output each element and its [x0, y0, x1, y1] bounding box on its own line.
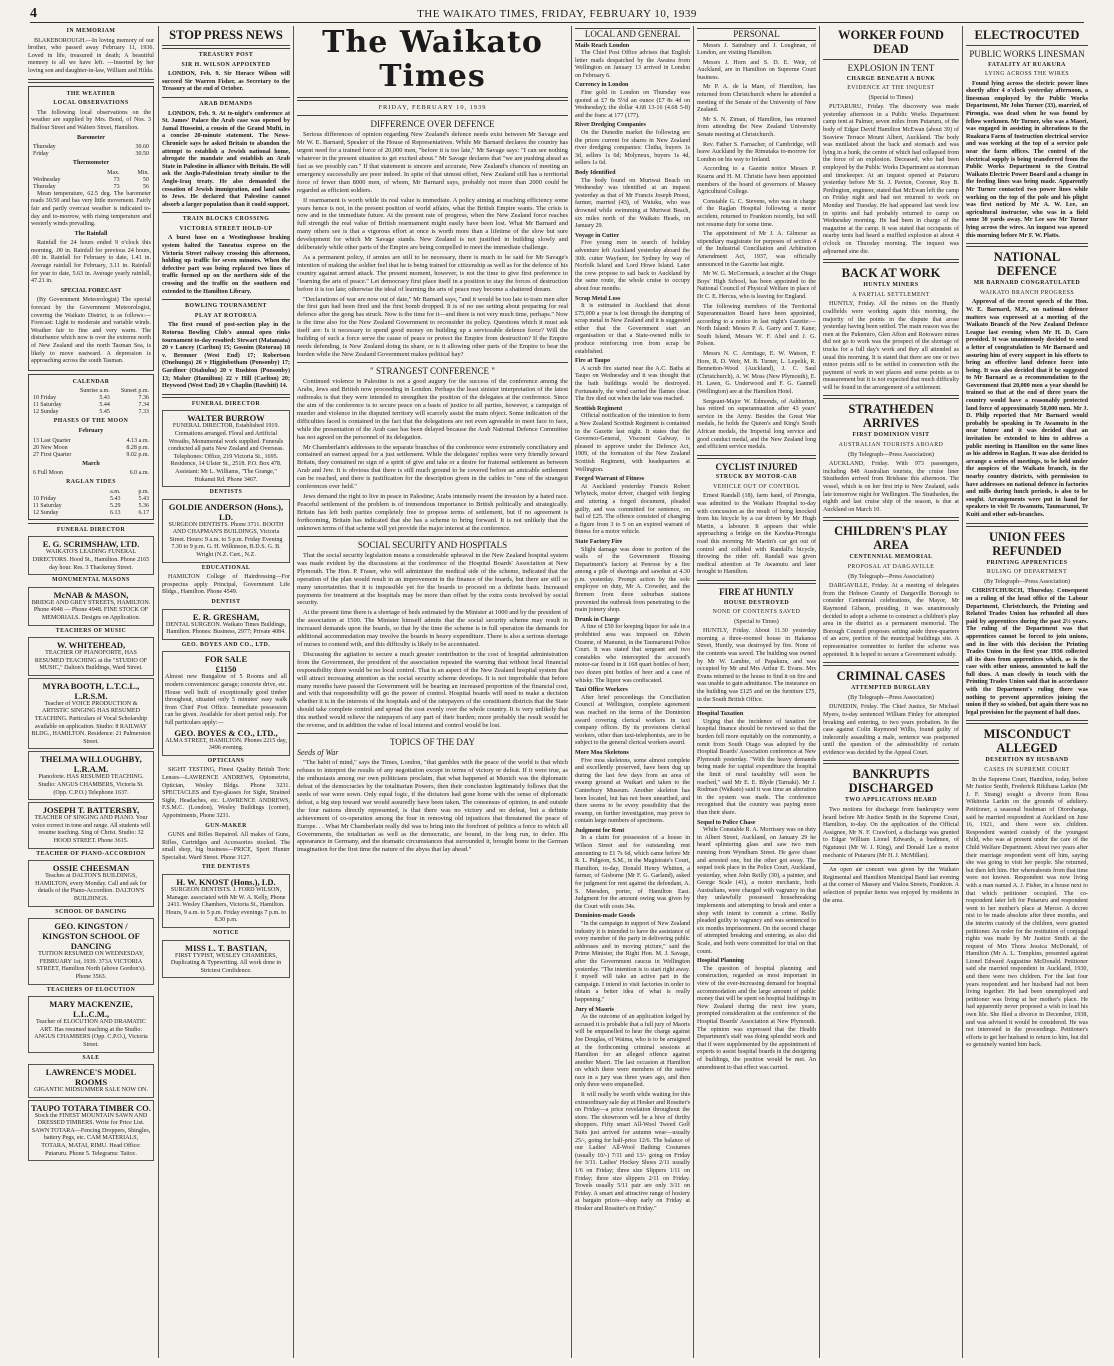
- section-heading: SCHOOL OF DANCING: [55, 908, 127, 915]
- section-heading: SALE: [82, 1054, 100, 1061]
- table-row: 10 Friday 5.43 5.43: [33, 495, 149, 502]
- raglan-tides-table: [31, 489, 151, 517]
- article-heading: UNION FEES REFUNDED: [988, 529, 1066, 558]
- divider: [966, 523, 1088, 527]
- weather-text: Mean temperature, 62.5 deg. The barometer reads 30.50 and has very little movement. Fairly fair and partly overcast weather is indicated to-day and to-morrow, with rising temperature and westerly winds prevailing.: [31, 190, 151, 228]
- section-heading: OPTICIANS: [207, 757, 245, 764]
- editorial-paragraph: That the social security legislation means a considerable upheaval in the New Zealand hospital system was made evident by the discussions at the conference of the Hospital Boards' Association at New Plymouth. The Hon. P. Fraser, who will administer the medical side of the scheme, indicated that the operation of the plan would result in an improvement in the finance of the boards, but there are still so many uncertainties that it is impossible yet for the boards to proceed on a definite basis. Increased payments for treatment at the hospitals may be more than offset by the extra costs involved by social security.: [297, 552, 568, 607]
- advertisement: FOR SALE £1150 Almost new Bungalow of 5 Rooms and all modern conveniences: garage; concrete drive, etc. House well built of exceptionally good timber throughout, situated only 5 minutes' easy walk from Chief Post Office. Immediate possession can be given. Available for short period only. For full particulars apply:— GEO. BOYES & CO., LTD., ALMA STREET, HAMILTON. Phones 2215 day, 3496 evening.: [162, 651, 290, 755]
- section-heading: THE DENTISTS: [201, 864, 251, 871]
- running-title: THE WAIKATO TIMES, FRIDAY, FEBRUARY 10, 1939: [417, 8, 697, 20]
- column-rule: [693, 26, 694, 1358]
- moon-table: [31, 438, 151, 459]
- divider: [297, 362, 568, 363]
- table-row: 11 Saturday 5.29 5.36: [33, 502, 149, 509]
- article-subheading: HUNTLY MINERS: [863, 282, 919, 289]
- advertisement: MYRA BOOTH, L.T.C.L., L.R.S.M. Teacher of VOICE PRODUCTION & ARTISTIC SINGING HAS RESUMED TEACHING. Particulars of Vocal Scholarship available on application. Studio: 8 RAILWAY BLDG., HAMILTON. Residence: 21 Palmerston Street.: [28, 678, 154, 750]
- column-rule: [158, 26, 159, 1358]
- advertisement: OSSIE CHEESMAN Teaches at DALTON'S BUILDINGS, HAMILTON, every Monday. Call and ask for details of the Piano-Accordion. DALTON'S BUILDINGS.: [28, 860, 154, 906]
- advertisement: JOSEPH T. BATTERSBY, TEACHER OF SINGING AND PIANO. Your voice correct in tone and range. All students will resume teaching. Sing of Christ. Studio: 32 HOOD STREET. Phone 3615.: [28, 802, 154, 848]
- article-heading: BOWLING TOURNAMENT: [185, 303, 267, 310]
- divider: [697, 580, 816, 584]
- article-text: Ernest Randall (18), farm hand, of Pirongia, was admitted to the Waikato Hospital to-day with concussion as the result of being knocked from his bicycle by a car driven by Mr Hugh Martin, a labourer. It appears that while approaching a bridge on the Kawhia-Pirongia road this morning Mr Martin's car got out of control and collided with Randall's bicycle, throwing the rider off. Randall was given medical attention at Te Awamutu and later brought to Hamilton.: [697, 493, 816, 576]
- list-item: Five young men in search of holiday adventure left Auckland yesterday aboard the 30ft. cutter Wayfarer, for Sydney by way of Norfolk Island and Lord Howe Island. Later the crew propose to sail back to Auckland by the same route, the whole cruise to occupy about four months.: [575, 240, 690, 292]
- article-subheading: RULING OF DEPARTMENT: [986, 569, 1068, 576]
- column-rule: [819, 26, 820, 1358]
- advertisement: GEO. KINGSTON / KINGSTON SCHOOL OF DANCING TUITION RESUMED ON WEDNESDAY, FEBRUARY 1st, 1939. 373A VICTORIA STREET, Hamilton North (above Gordon's). Phone 3563.: [28, 918, 154, 984]
- column-news-2: [966, 26, 1088, 1358]
- editorial-paragraph: Continued violence in Palestine is not a good augury for the success of the conference among the Arabs, Jews and British now proceeding in London. Perhaps the least sinister interpretation of the latest outbreaks is that they were intended to strengthen the position of the delegates at the conference. Since the aim of the conference is to secure peace on a basis of justice to all parties, however, a campaign of murder and violence in the disputed territory will scarcely assist the main object. Some indication of the difficulties faced is contained in the fact that the delegations are not even agreeable to meet face to face, while the presentation of the Arab case has been delayed because the Arab National Defence Committee has not agreed on the personnel of its delegation.: [297, 378, 568, 441]
- divider: [966, 243, 1088, 247]
- article-text: The question of hospital planning and construction, regarded as most important in view of the ever-increasing demand for hospital accommodation and the large amount of public money that will be spent on hospital buildings in New Zealand during the next few years, prompted consideration at the conference of the Hospital Boards' Association at New Plymouth. The opinion was expressed that the Health Department's staff was doing splendid work and that if were supplemented by the appointment of experts to assist hospital boards in the designing of buildings, the position would be met. An amendment to that effect was carried.: [697, 965, 816, 1071]
- article-text: An open air concert was given by the Waikato Regimental and Hamilton Municipal Band last evening at the corner of Massey and Vialou Streets, Frankton. A selection of popular items was enjoyed by residents in the area.: [823, 867, 959, 904]
- thermometer-table: [31, 170, 151, 191]
- table-header: Sunrise a.m. Sunset p.m.: [80, 388, 149, 395]
- article-heading: BANKRUPTS DISCHARGED: [848, 767, 934, 796]
- article-subheading: DESERTION BY HUSBAND: [985, 757, 1069, 764]
- table-row: 27 First Quarter 9.02 p.m.: [33, 451, 149, 458]
- item-heading: Forged Warrant of Fitness: [575, 476, 645, 483]
- divider: [823, 760, 959, 764]
- item-heading: Judgment for Rent: [575, 827, 625, 834]
- divider: [162, 212, 290, 213]
- article-subheading: ATTEMPTED BURGLARY: [851, 685, 931, 692]
- divider: [823, 395, 959, 399]
- advertisement: GUNS and Rifles Repaired. All makes of Guns, Rifles, Cartridges and Accessories stocked. The small shop, big business—PRICE, Sport Hunter Specialist. Ward Street. Phone 3127.: [162, 832, 290, 861]
- editorial-heading: TOPICS OF THE DAY: [389, 736, 476, 747]
- section-heading: EDUCATIONAL: [201, 564, 251, 571]
- list-item: Sergeant-Major W. Edmonds, of Ashburton, has retired on superannuation after 43 years' service in the Army. Besides the Great War medals, he holds the Queen's and King's South African medals, the Imperial long service and good conduct medal, and the New Zealand long and efficient service medals.: [697, 398, 816, 451]
- special-credit: (Special to Times): [734, 618, 779, 625]
- advertisement: THELMA WILLOUGHBY, L.R.A.M. Pianoforte. HAS RESUMED TEACHING. Studio: ANGUS CHAMBERS, Victoria St. (Opp. C.P.O.) Telephone 1637.: [28, 751, 154, 800]
- advertisement: MISS L. T. BASTIAN, FIRST TYPIST, WESLEY CHAMBERS, Duplicating & Typewriting. All work done in Strictest Confidence.: [162, 940, 290, 979]
- column-notices: [28, 26, 154, 1358]
- list-item: According to a Gazette notice Messrs P. Kearns and H. M. Christie have been appointed members of the board of governors of Massey Agricultural College.: [697, 166, 816, 196]
- dateline: FRIDAY, FEBRUARY 10, 1939: [378, 104, 487, 111]
- column-personal: [697, 26, 816, 1358]
- raglan-tides-heading: RAGLAN TIDES: [66, 479, 116, 486]
- item-heading: Scottish Regiment: [575, 405, 623, 412]
- advertisement: TAUPO TOTARA TIMBER CO. Stock the FINEST MOUNTAIN SAWN AND DRESSED TIMBERS. Write for Price List. SAWN TOTARA—Fencing Droppers, Shingles, battery Pegs, etc. CAM MATERIALS, TOTARA, MATAI, RIMU. Head Office: Putaruru. Phone 5. Telegrams: Taitoc.: [28, 1100, 154, 1162]
- list-item: Rev. Father S. Farnacher, of Cambridge, will leave Auckland by the Rimutaka to-morrow for London on his way to Ireland.: [697, 141, 816, 163]
- article-heading: MISCONDUCT ALLEGED: [983, 727, 1071, 756]
- section-heading: FUNERAL DIRECTOR: [56, 526, 126, 533]
- article-subheading: NONE OF CONTENTS SAVED: [712, 609, 801, 616]
- article-subheading: CHARGE BENEATH A BUNK: [846, 75, 936, 82]
- advertisement: E. R. GRESHAM, DENTAL SURGEON. Waikato Times Buildings, Hamilton. Phones: Business, 2977; Private 4084.: [162, 609, 290, 640]
- list-item: Messrs J. Sainsbury and J. Loughnan, of London, are visiting Hamilton.: [697, 42, 816, 57]
- article-text: The first round of post-section play in the Rotorua Bowling Club's annual open rinks tournament to-day resulted: Stewart (Matamata) 20 v Lancey (Carlton) 15; Gosnim (Rotorua) 18 v. Bremner (West End) 17; Robertson (Onehunga) 26 v Higginbotham (Ponsonby) 17; Gardiner (Otahuhu) 20 v Rushton (Ponsonby) 13; Maher (Hamilton) 22 v Hill (Carlton) 20; Heywood (West End) 20 v Chaplin (Rawhiti) 14.: [162, 322, 290, 390]
- list-item: "In the campaign in support of New Zealand industry it is intended to have the assistance of every member of the party in delivering public addresses and in moving picture," said the Prime Minister, the Right Hon. M. J. Savage, after the Government caucus in Wellington yesterday. "The intention is to start right away. I myself will take an active part in the campaign. I intend to visit factories in order to obtain a better idea of what is really happening.": [575, 921, 690, 1003]
- article-heading: TRAIN BLOCKS CROSSING: [182, 216, 270, 223]
- divider: [823, 863, 959, 864]
- article-subheading: PRINTING APPRENTICES: [986, 559, 1068, 566]
- personal-items-list: [697, 43, 816, 452]
- article-text: A burst hose on a Westinghouse braking system halted the Taneatua express on the Victoria Street railway crossing this afternoon, holding up traffic for seven minutes. When the defective part was being replaced two lines of traffic formed up on the northern side of the crossing and the traffic on the southern end extended to the Hamilton Library.: [162, 235, 290, 295]
- article-subheading: VICTORIA STREET HOLD-UP: [179, 225, 273, 232]
- newspaper-title: The Waikato Times: [322, 26, 543, 94]
- item-heading: More Moa Skeletons: [575, 749, 629, 756]
- divider: [966, 720, 1088, 724]
- item-heading: Body Identified: [575, 170, 616, 176]
- divider: [297, 733, 568, 734]
- list-item: Official notification of the intention to form a New Zealand Scottish Regiment is contained in the Gazette last night. It states that the Governor-General, Viscount Galway, is pleased to approve under the Defence Act, 1909, of the formation of the New Zealand Scottish Regiment, with headquarters at Wellington.: [575, 413, 690, 473]
- editorial-subheading: Seeds of War: [297, 748, 339, 758]
- article-heading: STRATHEDEN ARRIVES: [848, 402, 934, 431]
- moon-table: [31, 470, 151, 477]
- item-heading: Scrap Metal Loss: [575, 295, 621, 302]
- special-forecast-heading: SPECIAL FORECAST: [60, 287, 122, 294]
- item-heading: Currency in London: [575, 82, 629, 89]
- divider: [162, 97, 290, 98]
- list-item: Messrs J. Horn and S. D. E. Weir, of Auckland, are in Hamilton on Supreme Court business.: [697, 59, 816, 81]
- list-item: The appointment of Mr J. A. Gilmour as stipendiary magistrate for purposes of section 4 of the Industrial Conciliation and Arbitration Amendment Act, 1937, was officially announced in the Gazette last night.: [697, 231, 816, 268]
- section-heading: TEACHERS OF ELOCUTION: [46, 986, 136, 993]
- barometer-heading: Barometer: [77, 134, 105, 141]
- article-text: PUTARURU, Friday. The discovery was made yesterday afternoon in a Public Works Department camp tent at Palmer, seven miles from Putaruru, of the body of Edgar David Hamilton McEwan (about 39) of Seaview Terrace Mount Albert, Auckland. The body was mutilated about the back and stomach and was lying in a bunk, the centre of which had collapsed from the force of an explosion. Deceased, who had been employed by the Public Works Department as storeman and timekeeper. At an inquest opened at Putaruru yesterday before Mr St. J. Pavton, Coroner, Roy B. Penlington, engineer, stated that McEwan left the camp on Friday night and had not returned to work on Monday and Tuesday. He had appeared last week low in spirits and had probably returned to camp on Wednesday morning. He had been in charge of the magazine at the camp. It was stated that occupants of nearby tents had heard a muffled explosion at about 4 o'clock on Thursday morning. The inquest was adjourned sine die.: [823, 104, 959, 255]
- table-row: Wednesday 73 50: [33, 176, 149, 183]
- article-heading: ELECTROCUTED: [974, 28, 1080, 42]
- list-item: Mr S. N. Ziman, of Hamilton, has returned from attending the New Zealand University Senate meeting at Christchurch.: [697, 116, 816, 139]
- advertisement: WALTER BURROW FUNERAL DIRECTOR, Established 1919. Cremations arranged. Floral and Artificial Wreaths, Monumental work supplied. Funerals conducted all parts New Zealand and Overseas. Telephones: Office, 219 Victoria St., 1695. Residence, 14 Ulster St., 2518. P.O. Box 478. Assistant: Mr L. Williams, "The Grange," Hukanui Rd. Phone 3467.: [162, 410, 290, 487]
- press-credit: (By Telegraph—Press Association): [848, 573, 934, 580]
- list-item: On the Dunedin market the following are the prices current for shares in New Zealand river dredging companies: Clutha, buyers 1s 3d, sellers 1s 6d; Molyneux, buyers 1s 4d, sellers 1s 6d.: [575, 130, 690, 167]
- list-item: The following members of the Territorial Superannuation Board have been appointed, according to a notice in last night's Gazette:—North Island: Messrs P. A. Garry and T. Kane; South Island, Messrs W. F. Abel and J. G. Polson.: [697, 303, 816, 348]
- calendar-table: [31, 388, 151, 416]
- list-item: It will really be worth while waiting for this extraordinary sale day at Hosker and Rossiter's on Friday—a price revelation throughout the store. The showroom will be a hive of thrifty shoppers. Fifty smart All-Wool Tweed Golf Suits just arrived for autumn wear—usually 25/-, going for half-price 12/6. The balance of our Ladies' All-Wool Bathing Costumes (usually 10/-) 7/11 and 13/- going on Friday for 3/11. Ladies' Hockey Shoes 2/11 usually 1/6 on Friday; three size Slippers 1/11 on Friday; three size slippers 2/11 on Friday. Towels usually 5/11 pair are only 3/11 on Friday. A smart and attractive range of hosiery at bargain prices—shop early on Friday at Hosker and Rossiter's on Friday.": [575, 1092, 690, 1212]
- article-text: Found lying across the electric power lines shortly after 4 o'clock yesterday afternoon, a linesman employed by the Public Works Department, Mr John Turner (33), married, of Pirongia, was dead when he was found by fellow workmen. Mr Turner, who was a Maori, was engaged in assisting in alterations to the Ruakura Farm of Instruction electrical service and was working at the top of a service pole near the farm offices. The control of the electrical supply is being transferred from the Public Works Department to the Central Waikato Electric Power Board and a change in the feeding lines was being made. Apparently Mr Turner contacted two power lines while working on the top of the pole and his plight was first noticed by Mr A. W. Lee, an agricultural instructor, who was in a field some 30 yards away. Mr Lee saw Mr Turner lying across the wires. An inquest was opened this morning before Mr F. W. Platts.: [966, 80, 1088, 239]
- advertisement: GOLDIE ANDERSON (Hons.), LD. SURGEON DENTISTS. Phone 3711. BOOTH AND CHAPMAN'S BUILDINGS, Victoria Street. Hours: 9 a.m. to 5 p.m. Friday Evening 7.30 to 9 p.m. G. H. Wilkinson, B.D.S. G. B. Wright (N.Z. Cert., N.Z.: [162, 499, 290, 563]
- item-heading: River Dredging Companies: [575, 122, 646, 129]
- column-stop-press: [162, 26, 290, 1358]
- section-heading: GEO. BOYES AND CO., LTD.: [181, 641, 271, 648]
- list-item: A fine of £50 for keeping liquor for sale in a prohibited area was imposed on Edwin Ozanne, of Manunui, in the Taumarunui Police Court. It was stated that sergeant and two constables who intercepted the accused's motor-car found in it 168 quart bottles of beer, two dozen pint bottles of beer and a case of whisky. The liquor was confiscated.: [575, 624, 690, 684]
- article-subheading: MR BARNARD CONGRATULATED: [973, 280, 1081, 287]
- table-header: a.m. p.m.: [110, 488, 149, 495]
- article-heading: FIRE AT HUNTLY: [719, 587, 794, 597]
- advertisement: HAMILTON College of Hairdressing—For prospectus apply Principal, Government Life Bldgs., Hamilton. Phone 4549.: [162, 574, 290, 596]
- divider: [823, 59, 959, 60]
- editorial-heading: DIFFERENCE OVER DEFENCE: [370, 118, 495, 129]
- article-text: Approval of the recent speech of the Hon. W. E. Barnard, M.P., on national defence matters was expressed at a meeting of the Waikato Branch of the New Zealand Defence League last evening when Mr H. D. Caro presided. It was unanimously decided to send a letter of congratulation to Mr Barnard and assuring him of every support in his efforts to bring an effective land defence force into being. It was also decided that it be suggested to Mr Barnard as a recommendation to the Government that 20,000 men a year should be trained so that at the end of three years the country would have a reasonably protected land force of approximately 50,000 men. Mr J. D. Philp reported that Mr Barnard would probably be speaking in Te Awamutu in the near future and it was decided that an invitation be extended to him to address a public meeting in Hamilton on the same lines as his address in Raglan. It was also decided to arrange a series of meetings, to be held under the auspices of the Waikato branch, in the nearby country districts, with permission to have addresses on national defence in factories and mills during lunch periods, is also to be sought. Arrangements were put in hand for speakers to visit Te Awamutu, Taumarunui, Te Kuiti and other sub-branches.: [966, 299, 1088, 518]
- list-item: Messrs N. C. Armitage, E. W. Watson, F. Hore, R. D. Weir, M. B. Turner, L. Lepelik, R. Bennetton-Wood (Auckland), J. C. Saul (Christchurch), A. W. Moss (New Plymouth), E. H. Lawn, G. Underwood and F. G. Gannell (Wellington) are at the Hamilton Hotel.: [697, 351, 816, 396]
- item-heading: Mails Reach London: [575, 42, 630, 49]
- column-rule: [962, 26, 963, 1358]
- advertisement: SIGHT TESTING, Finest Quality British Toric Lenses—LAWRENCE ANDREWS, Optometrist, Optician, Wesley Bldgs. Phone 3231. SPECTACLES and Eye-glasses for Sight, Strained Sight, Headaches, etc. LAWRENCE ANDREWS, F.S.M.C. (London), Wesley Buildings (corner), Appointments, Phone 3231.: [162, 767, 290, 819]
- list-item: It is estimated in Auckland that about £75,000 a year is lost through the dumping of scrap metal in New Zealand and it is suggested either that the Government start an organisation or that a State-owned mills to produce reinforcing iron from scrap be established.: [575, 303, 690, 355]
- editorial-heading: " STRANGEST CONFERENCE ": [370, 365, 495, 376]
- page-number: 4: [30, 6, 37, 21]
- list-item: In a claim for possession of a house in Wilson Street and for outstanding rent amounting to £1 7s 6d, which came before Mr R. L. Pidgeon, S.M., in the Magistrate's Court, Hamilton, to-day, Donald Henry Whitten, a farmer, of Gisborne (Mr F. G. Garland), asked for judgment for rent against the defendant, A. S. Meesden, porter, of Hamilton East. Judgment for the amount owing was given by the Court with costs 34s.: [575, 835, 690, 910]
- divider: [162, 299, 290, 300]
- article-heading: WORKER FOUND DEAD: [838, 28, 944, 56]
- item-heading: State Factory Fire: [575, 538, 623, 545]
- special-forecast-text: (By Government Meteorologist) The special forecast by the Government Meteorologist, covering the Waikato District, is as follows:— Forecast: Light to moderate and variable winds. Weather fair to fine and very warm. The disturbance which now is over the extreme north of New Zealand and the north Tasman Sea, is likely to move eastward. A depression is approaching across the south Tasman.: [31, 297, 151, 365]
- article-subheading: PLAY AT ROTORUA: [194, 312, 258, 319]
- article-subheading: PUBLIC WORKS LINESMAN: [969, 49, 1085, 59]
- editorial-paragraph: As a permanent policy, if armies are still to be necessary, there is much to be said for Mr Savage's intention of making the soldier feel that he is being trained for citizenship as well as for the defence of his country against armed attack. The present moment, however, is not the time to give first preference to "learning the arts of peace." Let democracy first place itself in a position to stay the forces of destruction before it is too late; otherwise the ideal of learning the arts of peace may become a shattered dream.: [297, 254, 568, 293]
- section-heading: DENTIST: [211, 599, 241, 606]
- divider: [297, 115, 568, 116]
- article-heading: BACK AT WORK: [841, 266, 941, 281]
- column-local-general: [575, 26, 690, 1358]
- table-row: Thursday 30.60: [33, 144, 149, 151]
- list-item: At Auckland yesterday Francis Robert Whyteck, motor driver, charged with forging and uttering a forged document, pleaded guilty, and was committed for sentence, on bail of £25. The offence consisted of changing a figure from 3 to 5 on an expired warrant of fitness for a motor vehicle.: [575, 483, 690, 536]
- press-credit: (By Telegraph—Press Association): [848, 694, 934, 701]
- list-item: Mr P. A. de la Mare, of Hamilton, has returned from Christchurch where he attended a meeting of the Senate of the University of New Zealand.: [697, 84, 816, 114]
- article-text: LONDON, Feb. 9. Sir Horace Wilson will succeed Sir Warren Fisher, as Secretary to the Treasury at the end of October.: [162, 71, 290, 93]
- advertisement: McNAB & MASON, BRIDGE AND GREY STREETS, HAMILTON. Phone 4948 — Phone 4948. FINE STOCK OF MEMORIALS. Designs on Application.: [28, 587, 154, 626]
- section-heading: MONUMENTAL MASONS: [52, 577, 130, 584]
- divider: [966, 45, 1088, 46]
- article-subheading: HOUSE DESTROYED: [723, 599, 790, 606]
- memoriam-notice: BLAKEBOROUGH.—In loving memory of our brother, who passed away February 11, 1936. Loved in life, treasured in death; A beautiful memory is all we have left. —Inserted by her loving son and daughter-in-law, William and Hilda.: [28, 37, 154, 74]
- press-credit: (By Telegraph—Press Association): [984, 578, 1070, 585]
- article-text: Urging that the incidence of taxation for hospital finance should be reviewed so that the burden fell more equitably on the community, a remit from South Otago was adopted by the Hospital Boards' Association conference at New Plymouth yesterday. "With the heavy demands being made for capital expenditure the hospital the limit of rural taxability will soon be reached," said Mr E. E. Blyde (Tarnaki). Mr J. Rodman (Waikato) said it was time an alteration in the system was made. The conference recognised that the country was paying more than their share.: [697, 718, 816, 816]
- table-row: 12 Sunday 5.45 7.33: [33, 409, 149, 416]
- article-text: DUNEDIN, Friday. The Chief Justice, Sir Michael Myers, to-day sentenced William Finley for attempted breaking and entering, to two years probation. In the case against Colin Raymond Willis, found guilty of indecently assaulting a male, sentence was postponed until the question of the admissibility of certain evidence was decided by the Appeal Court.: [823, 704, 959, 756]
- article-text: In the Supreme Court, Hamilton, today, before Mr Justice Smith, Frederick Rikihana Larkin (Mr J. F. Strang) sought a divorce from Rosa Wikitoria Larkin on the grounds of adultery. Petitioner, a seasonal bushman of Otorohanga, said he married respondent at Auckland on June 16, 1921, and there were six children. Respondent wanted custody of the youngest child, who was at present under the care of the Child Welfare Department. About two years after their marriage respondent went off him, saying she was going to visit her people. She returned, but then left him. Her whereabouts from that time were not known. Respondent was now living with a man named A. J. Fisher, in a house next to that which petitioner occupied. The co-respondent later left for Putaruru and respondent went to her mother's place at Mercer. A decree nisi to be made absolute after three months, and the interim custody of the children, were granted petitioner. An order for the restitution of conjugal rights was made by Mr Justice Smith at the request of Mrs Thora Jessica McDonald, of Hamilton (Mr A. L. Tompkins, presented against Lionel Edward Augustine McDonald. Petitioner said she married respondent in Auckland, 1930, and there were two children. For the last four years respondent and her husband had not been living together. He had been unemployed and petitioner was living at her mother's place. He had apparently never proposed a wish to lead his own life. She filed a divorce in December, 1938, and was advised it would be considered. He was not interested in the proceedings. Petitioner's efforts to get her husband to return to him, but did so genuinely wanted him back.: [966, 776, 1088, 1049]
- local-observations-heading: LOCAL OBSERVATIONS: [53, 100, 129, 107]
- section-heading: FUNERAL DIRECTOR: [191, 400, 261, 407]
- article-text: HUNTLY, Friday. About 11.30 yesterday morning a three-roomed house in Hakanoa Street, Huntly, was destroyed by fire. None of the contents was saved. The building was owned by Mr W. Lambie, of Papakura, and was occupied by Mr and Mrs Arthur E. Evans. Mrs Evans returned to the house to find it on fire and was unable to gain admittance. The insurance on the building was £125 and on the furniture £75, in the South British Office.: [697, 628, 816, 703]
- list-item: Mr W. G. McCormack, a teacher at the Otago Boys' High School, has been appointed to the National Council of Physical Welfare in place of Dr C. E. Hercus, who is leaving for England.: [697, 271, 816, 300]
- thermometer-heading: Thermometer: [72, 160, 110, 167]
- rainfall-text: Rainfall for 24 hours ended 9 o'clock this morning, .00 in. Rainfall for previous 24 hours, .00 in. Rainfall for February to date, 1.41 in. Average rainfall for February, 3.11 in. Rainfall for year to date, 5.63 in. Average yearly rainfall, 47.21 in.: [31, 240, 151, 285]
- article-subheading: LYING ACROSS THE WIRES: [984, 71, 1070, 78]
- item-heading: Jury of Maoris: [575, 1006, 614, 1013]
- article-text: LONDON, Feb. 9. At to-night's conference at St. James' Palace the Arab case was opened by Jamal Husseini, a cousin of the Grand Mufti, in a concise 20-minute statement. The News-Chronicle says he asked Britain to abandon the attempt to establish a Jewish national home, abrogate the mandate and establish an Arab State in Palestine in alliance with Britain. He will ask the Anglo-Palestinian treaty similar to the Anglo-Iraq treaty. He also demanded the cessation of Jewish immigration, and land sales to Jews. He declared that Palestine cannot absorb a larger population than it could support.: [162, 110, 290, 208]
- divider: [28, 79, 154, 83]
- column-editorial: [297, 26, 568, 1358]
- weather-heading: THE WEATHER: [66, 90, 116, 97]
- section-heading: GUN-MAKER: [205, 822, 247, 829]
- article-text: AUCKLAND, Friday. With 973 passengers, including 848 Australian tourists, the cruise liner Stratheden arrived from Brisbane this afternoon. The vessel, which is on her first trip to New Zealand, sails late tomorrow night for Wellington. The Stratheden, the eighth and last cruise ship of the season, is due at Auckland on March 10.: [823, 461, 959, 513]
- list-item: Five moa skeletons, some almost complete and excellently preserved, have been dug up during the last few days from an area of swamp ground at Waikari and taken to the Canterbury Museum. Another skeleton has been located, but has not been unearthed, and there seems to be every possibility that the swamp, on further investigation, may prove to contain large numbers of specimens.: [575, 757, 690, 825]
- local-items-list: [575, 43, 690, 1214]
- calendar-box: [28, 374, 154, 520]
- section-heading: TEACHER OF PIANO-ACCORDION: [36, 850, 146, 857]
- table-row: Thursday 73 56: [33, 183, 149, 190]
- divider: [823, 662, 959, 666]
- table-row: 20 New Moon 8.28 p.m.: [33, 444, 149, 451]
- article-subheading: A PARTIAL SETTLEMENT: [852, 291, 930, 298]
- list-item: Fine gold in London on Thursday was quoted at £7 8s 5½d an ounce (£7 8s 4d on Wednesday); the dollar 4.68 13-16 (4.68 5-8) and the franc at 177 (177).: [575, 90, 690, 119]
- editorial-paragraph: Jews demand the right to live in peace in Palestine; Arabs intensely resent the invasion by a hated race. Peaceful settlement of the problem is of tremendous importance to British politically and strategically. Britain has left both parties completely free to propose terms of settlement, but if no agreement is forthcoming, Britain has indicated that she has a scheme to bring forward. It is not unlikely that the unknown terms of that scheme will yet provide the major interest at the conference.: [297, 492, 568, 532]
- table-row: 10 Friday 5.43 7.36: [33, 395, 149, 402]
- article-heading: CHILDREN'S PLAY AREA: [834, 524, 948, 553]
- table-row: 6 Full Moon 6.0 a.m.: [33, 470, 149, 477]
- advertisement: E. G. SCRIMSHAW, LTD. WAIKATO'S LEADING FUNERAL DIRECTORS. Hood St., Hamilton. Phone 2165 day hour. Res. 3 Thackeray Street.: [28, 536, 154, 575]
- item-heading: Voyage in Cutter: [575, 232, 620, 239]
- article-text: Two motions for discharge from bankruptcy were heard before Mr Justice Smith in the Supreme Court, Hamilton, to-day. On the application of the Official Assignee, Mr N. F. Crawford, a discharge was granted to Edgar William Lionel Edwards, a bushmen, of Ngutunui (Mr W. J. King), and Donald Lee a motor mechanic of Putaruru (Mr H. J. McMillan).: [823, 807, 959, 859]
- moon-heading: PHASES OF THE MOON: [53, 418, 129, 425]
- article-subheading: STRUCK BY MOTOR-CAR: [715, 474, 798, 481]
- divider: [823, 517, 959, 521]
- item-heading: Drunk in Charge: [575, 616, 620, 623]
- section-heading: DENTISTS: [209, 489, 243, 496]
- article-subheading: SIR H. WILSON APPOINTED: [181, 61, 271, 68]
- advertisement: W. WHITEHEAD, TEACHER OF PIANOFORTE, HAS RESUMED TEACHING at the "STUDIO OF MUSIC," Dalton's Buildings, Ward Street.: [28, 637, 154, 676]
- editorial-paragraph: Serious differences of opinion regarding New Zealand's defence needs exist between Mr Savage and Mr W. E. Barnard, Speaker of the House of Representatives. While Mr Barnard declares the country has urgent need for a trained force of 20,000 men, "before it is too late," Mr Savage says: "I can see nothing whatever in the present situation to get excited about." Mr Savage declares that "we are pushing ahead as fast as we possibly can." If that statement is sincere and accurate, New Zealand's chances of meeting an emergency successfully are poor indeed. In spite of that utmost effort, New Zealand still has a territorial force of fewer than 8000 men, of whom, Mr Barnard says, probably not more than 2000 could be regarded as efficient soldiers.: [297, 131, 568, 194]
- editorial-paragraph: Discussing the agitation to secure a much greater contribution to the cost of hospital administration from the Government, the president of the association repeated the warning that without local financial responsibility there would be no local control. That is an aspect of the New Zealand hospital system that will attract increasing attention as the social security scheme develops. It is not improbable that before many months have passed the Government will be bearing an increased proportion of the financial cost, and with that responsibility will go the power of control. Hospital boards will need to make a decision whether it is in the interests of the hospitals and of the ratepayers of the constituent districts that the State should take complete control and spread the cost evenly over the whole country. It is very unlikely that this method would relieve the ratepayers of any part of their burden; more probably the result would be the reverse, and in addition the value of local interest and control would be lost.: [297, 650, 568, 730]
- item-heading: Hospital Taxation: [697, 711, 744, 718]
- table-row: 11 Saturday 5.44 7.34: [33, 402, 149, 409]
- editorial-paragraph: If rearmament is worth while its real value is immediate. A policy aiming at reaching efficiency some years hence is not, in the present position of world affairs, what the British Empire wants. The crisis is now and in the immediate future. At the present rate of progress, when the New Zealand force reaches full strength the real value of British rearmament might easily have been lost. What Mr Barnard and many others see is that a vigorous effort at once is worth more than a lifetime of the slow but sure development for which Mr Savage stands. New Zealand is not justified in building slowly and deliberately while other parts of the Empire are being compelled to meet the immediate challenge.: [297, 196, 568, 252]
- editorial-paragraph: At the present time there is a shortage of beds estimated by the Minister at 1000 and by the president of the association at 1500. The Minister himself admits that the social security scheme may result in increased demands upon the boards, so that by the time the scheme is in full operation the demands for additional accommodation may involve the boards in heavy expenditure. There is also a serious shortage of nurses to contend with, and this difficulty is likely to be accentuated.: [297, 609, 568, 648]
- table-header: Max. Min.: [107, 169, 149, 176]
- barometer-table: [31, 144, 151, 158]
- column-rule: [293, 26, 294, 1358]
- press-credit: (By Telegraph—Press Association): [848, 451, 934, 458]
- moon-month: March: [82, 460, 100, 467]
- section-heading: IN MEMORIAM: [66, 28, 116, 34]
- divider: [162, 45, 290, 49]
- weather-box: [28, 86, 154, 371]
- item-heading: Dominion-made Goods: [575, 913, 636, 920]
- article-subheading: FATALITY AT RUAKURA: [988, 61, 1066, 68]
- article-subheading: PROPOSAL AT DARGAVILLE: [847, 564, 935, 570]
- article-heading: CYCLIST INJURED: [715, 461, 798, 472]
- item-heading: Taxi Office Workers: [575, 687, 628, 694]
- list-item: The body found on Muriwai Beach on Wednesday was identified at an inquest yesterday as that of Mr Francis Joseph Preest, farmer, married (43), of Waiuku, who was drowned while swimming at Muriwai Beach, six miles north of the Waikato Heads, on January 29.: [575, 177, 690, 230]
- table-row: Friday 30.50: [33, 151, 149, 158]
- list-item: The Chief Post Office advises that English letter mails despatched by the Awatea from Wellington on January 13 arrived in London on February 6.: [575, 50, 690, 79]
- table-row: 13 Last Quarter 4.13 a.m.: [33, 437, 149, 444]
- divider: [162, 394, 290, 398]
- divider: [297, 97, 568, 101]
- article-heading: NATIONAL DEFENCE: [993, 250, 1061, 279]
- item-heading: Fire at Taupo: [575, 358, 611, 365]
- list-item: Constable G. C. Stevens, who was in charge of the Raglan Hospital following a motor accident, returned to Frankton recently, but will not resume duty for some time.: [697, 198, 816, 228]
- article-subheading: EVIDENCE AT THE INQUEST: [847, 85, 935, 92]
- article-subheading: VEHICLE OUT OF CONTROL: [713, 483, 800, 490]
- editorial-paragraph: "Declarations of war are now out of date," Mr Barnard says, "and it would be too late to train men after the first gun had been fired and the first bomb dropped. It is of no use setting about preparing for real defence after the gong has struck. Now is the time for it—and there is not very much time, perhaps." Now is the time also for the New Zealand Government to reconsider its policy. Questions which it must ask itself are: Is it necessary to spend good money on building up a serviceable defence force? Will the building of such a force serve the cause of peace or protect the Empire from destruction? If the Empire needs defending, is New Zealand doing its share, or is it allowing other parts of the Empire to bear the burden while the New Zealand Government makes political hay?: [297, 295, 568, 358]
- column-news-1: [823, 26, 959, 1358]
- calendar-heading: CALENDAR: [72, 378, 110, 385]
- article-text: HUNTLY, Friday. All the mines on the Huntly coalfields were working again this morning, the majority of the points in the dispute that arose yesterday having been settled. The main reason was the men at the Pukemiro, Glen Afton and Rotowaro mines did not go to work was the prospect of the shortage of trucks for a full day's work and they all attended as usual this morning. It is stated that there are one or two minor points still to be settled in connection with the payment of work in wet places and some points as to measurement but it is not expected that much difficulty will be found in the arrangement of a settlement.: [823, 301, 959, 391]
- editorial-heading: SOCIAL SECURITY AND HOSPITALS: [357, 539, 508, 550]
- advertisement: MARY MACKENZIE, L.L.C.M., Teacher of ELOCUTION AND DRAMATIC ART. Has resumed teaching at the Studio: ANGUS CHAMBERS (Opp. C.P.O.), Victoria Street.: [28, 996, 154, 1052]
- editorial-paragraph: Mr Chamberlain's addresses to the separate branches of the conference were extremely conciliatory and contained an earnest appeal for a just settlement. While the delegates' replies were very friendly toward Britain, they contained no sign of a spirit of give and take or a desire for fraternal settlement as between Arab and Jew. It is obvious that there is still much ground to be covered before an amicable settlement can be reached, and there is justification for the description given in the cables to "one of the strangest conferences ever held.": [297, 443, 568, 491]
- editorial-paragraph: "The habit of mind," says the Times, London, "that gambles with the peace of the world is that which refuses to interpret the results of any negotiation except in terms of victory or defeat. If it were true, as the enthusiasts among our own politicians proclaim, that what happened at Munich was the diplomatic defeat of the democracies by the totalitarian Powers, then their conclusion legitimately follows that the seeds of war were sown. Only equal logic, if the dictators had gone home with the sense of diplomatic defeat, a big step toward war would assuredly have been taken. The consensus of opinion, in and outside the four nations directly represented, is that there was no victory and no defeat, but a definite achievement of co-operation among the four in removing old injustices that threatened the peace of Europe. . . What Mr Chamberlain really did was to bring into the forefront of politics a force to which all Governments, the totalitarian as well as the democratic, are bound, in the long run, to defer. His appearance in Germany, and the dramatic circumstances that surrounded it, brought home to the German imagination for the first time the nature of the abyss that lay ahead.": [297, 759, 568, 854]
- article-text: CHRISTCHURCH, Thursday. Consequent on a ruling of the head office of the Labour Department, Christchurch, the Printing and Related Trades Union has refunded all dues paid by apprentices during the past 2½ years. The ruling of the Department was that apprentices cannot be forced to join unions, and in line with this decision the Printing Trades Union in the first year 1936 collected all its dues from apprentices which, as is the case with other unions, amounted to half the full dues. A man closely in touch with the Printing Trades Union said that in accordance with the Department's ruling there was nothing to prevent apprentices joining the union if they so wished, but again there was no legal provision for the payment of half dues.: [966, 588, 1088, 716]
- moon-month: February: [78, 427, 104, 434]
- article-subheading: FIRST DOMINION VISIT: [852, 432, 930, 439]
- article-text: DARGAVILLE, Friday. At a meeting of delegates from the Hobson County of Dargaville Borough to consider Centennial celebrations, the Mayor, Mr Raymond Gibson, presiding, it was unanimously decided to adopt a scheme to construct a children's play area in the district as a permanent memorial. The Borough Council proposes setting aside three-quarters of an acre, portion of the municipal buildings site. A representative committee to further the scheme was appointed. It is hoped to secure a Government subsidy.: [823, 583, 959, 658]
- article-subheading: CENTENNIAL MEMORIAL: [849, 554, 933, 561]
- article-subheading: EXPLOSION IN TENT: [847, 63, 935, 73]
- list-item: A scrub fire started near the A.C. Baths at Taupo on Wednesday and it was thought that the bath buildings would be destroyed. Fortunately, the wind carried the flames clear. The fire died out when the lake was reached.: [575, 365, 690, 403]
- article-heading: CRIMINAL CASES: [836, 669, 946, 684]
- section-heading: PERSONAL: [697, 28, 816, 41]
- stop-press-heading: STOP PRESS NEWS: [169, 28, 283, 42]
- divider: [297, 536, 568, 537]
- article-text: While Constable R. A. Morrissey was on duty in Albert Street, Auckland, on January 29 he heard splintering glass and saw two men running from Wyndham Street. He gave chase and arrested one, but the other got away. The sequel took place in the Police Court, Auckland, yesterday, when John Reilly (30), a painter, and George Scale (41), a motor mechanic, both Australians, were charged with vagrancy in that they unlawfully possessed housebreaking implements and attempting to break and enter a shop with intent to commit a crime. Reilly pleaded guilty to vagrancy and was sentenced to six months imprisonment. On the second charge of attempted breaking and entering, as also did Scale, and both were committed for trial on that count.: [697, 827, 816, 955]
- list-item: Slight damage was done to portion of the walls of the Government Housing Department's factory at Penrose by a fire among a pile of shavings and sawdust at 4.30 p.m. yesterday. Prompt action by the sole employee on duty, Mr A. Crowder, and the firemen from three suburban stations prevented the outbreak from penetrating to the main joinery shop.: [575, 546, 690, 614]
- table-row: 12 Sunday 6.13 6.17: [33, 509, 149, 516]
- special-credit: (Special to Times): [868, 94, 914, 101]
- section-heading: LOCAL AND GENERAL: [575, 28, 690, 41]
- section-heading: TEACHERS OF MUSIC: [55, 627, 127, 634]
- divider: [697, 455, 816, 459]
- item-heading: Hospital Planning: [697, 958, 744, 965]
- divider: [28, 523, 154, 524]
- observations-text: The following local observations on the weather are supplied by Mrs. Bond, of Nos. 3 Balfour Street and Walters Street, Hamilton.: [31, 109, 151, 131]
- rainfall-heading: The Rainfall: [74, 230, 108, 237]
- running-head: [30, 6, 1084, 23]
- article-subheading: WAIKATO BRANCH PROGRESS: [979, 289, 1075, 296]
- column-rule: [571, 26, 572, 1358]
- list-item: As the outcome of an application lodged by accused it is probable that a full jury of Maoris will be empanelled to hear the charge against Joe Douglas, of Waima, who is to be arraigned at the forthcoming criminal sessions at Hamilton for an alleged offence against another Maori. The last occasion at Hamilton on which there were members of the native race in a jury was three years ago, and then only three were empanelled.: [575, 1014, 690, 1089]
- list-item: After brief proceedings the Conciliation Council at Wellington, complete agreement was reached on the terms of the Dominion award covering clerical workers in taxi company offices. By its provisions clerical workers, other than taxi-telephonists, are to be subject to the general clerical workers award.: [575, 694, 690, 747]
- section-heading: NOTICE: [213, 930, 239, 937]
- advertisement: H. W. KNOST (Hons.), LD. SURGEON DENTISTS. J. FORD WILSON, Manager. associated with Mr W. A. Kelly, Phone 2411. Wesley Chambers, Victoria St., Hamilton. Hours, 9 a.m. to 5 p.m. Friday evenings 7 p.m. to 8.30 p.m.: [162, 874, 290, 928]
- divider: [697, 707, 816, 708]
- article-subheading: AUSTRALIAN TOURISTS ABOARD: [838, 442, 944, 449]
- article-subheading: TWO APPLICATIONS HEARD: [844, 797, 938, 804]
- advertisement: LAWRENCE'S MODEL ROOMS GIGANTIC MIDSUMMER SALE NOW ON.: [28, 1064, 154, 1098]
- article-heading: ARAB DEMANDS: [199, 100, 253, 107]
- divider: [823, 259, 959, 263]
- article-subheading: CASES IN SUPREME COURT: [984, 767, 1070, 774]
- item-heading: Sequel to Police Chase: [697, 819, 756, 826]
- article-heading: TREASURY POST: [198, 52, 254, 58]
